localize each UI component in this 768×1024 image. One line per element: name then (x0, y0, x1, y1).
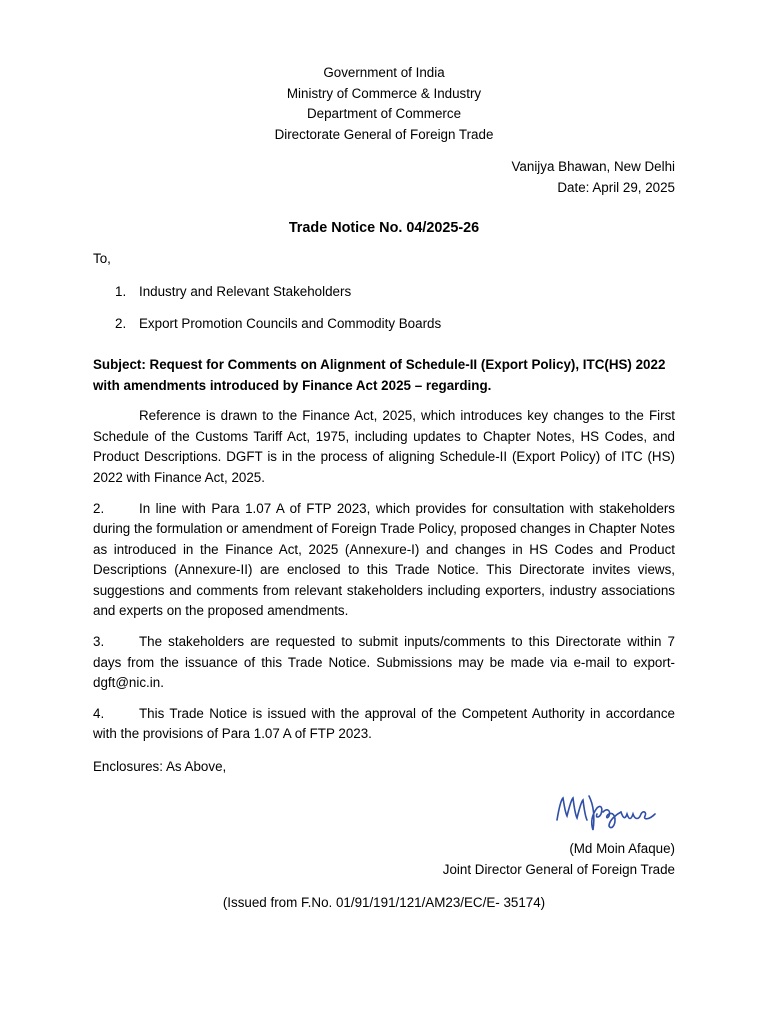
letterhead (93, 63, 675, 145)
paragraph-number: 2. (93, 500, 105, 516)
paragraph-text: The stakeholders are requested to submit inputs/comments to this Directorate within 7 days from the issuance of this Trade Notice. Submissions may be made via e-mail to export-dgft@nic.in. (93, 634, 675, 691)
addressee-text: Industry and Relevant Stakeholders (139, 283, 352, 299)
letterhead-directorate: Directorate General of Foreign Trade (274, 126, 494, 142)
notice-title: Trade Notice No. 04/2025-26 (288, 219, 480, 236)
handwritten-signature (553, 790, 665, 834)
signatory-block (443, 839, 675, 880)
subject-line: Subject: Request for Comments on Alignment of Schedule-II (Export Policy), ITC(HS) 2022 with amendments introduced by Finance Act 2025 – regarding. (93, 356, 666, 393)
issued-from-reference: (Issued from F.No. 01/91/191/121/AM23/EC/E- 35174) (222, 895, 546, 910)
signatory-name: (Md Moin Afaque) (569, 841, 675, 856)
paragraph-text: This Trade Notice is issued with the approval of the Competent Authority in accordance with the provisions of Para 1.07 A of FTP 2023. (93, 705, 675, 742)
paragraph-number: 3. (93, 634, 105, 650)
paragraph-1: Reference is drawn to the Finance Act, 2025, which introduces key changes to the First Schedule of the Customs Tariff Act, 1975, including updates to Chapter Notes, HS Codes, and Product Descriptions. DGFT is in the process of aligning Schedule-II (Export Policy) of ITC (HS) 2022 with Finance Act, 2025. (93, 408, 675, 485)
addressee-item (93, 314, 675, 335)
signatory-designation: Joint Director General of Foreign Trade (442, 861, 675, 877)
addressee-text: Export Promotion Councils and Commodity Boards (139, 316, 442, 332)
letterhead-government: Government of India (323, 65, 445, 80)
trade-notice-document (93, 63, 675, 910)
addressee-item (93, 282, 675, 303)
addressee-number: 1. (115, 283, 127, 299)
notice-date: Date: April 29, 2025 (557, 179, 675, 195)
to-label: To, (93, 251, 111, 267)
paragraph-4 (93, 704, 675, 745)
paragraph-2 (93, 499, 675, 623)
paragraph-number: 4. (93, 705, 105, 721)
place-location: Vanijya Bhawan, New Delhi (511, 159, 675, 175)
paragraph-3 (93, 632, 675, 694)
letterhead-department: Department of Commerce (306, 106, 462, 122)
letterhead-ministry: Ministry of Commerce & Industry (286, 85, 482, 101)
place-and-date (93, 157, 675, 198)
addressee-number: 2. (115, 316, 127, 332)
addressee-list (93, 282, 675, 335)
enclosures-note: Enclosures: As Above, (93, 759, 227, 775)
paragraph-text: In line with Para 1.07 A of FTP 2023, which provides for consultation with stakeholders during the formulation or amendment of Foreign Trade Policy, proposed changes in Chapter Notes as introduced in the Finance Act, 2025 (Annexure-I) and changes in HS Codes and Product Descriptions (Annexure-II) are enclosed to this Trade Notice. This Directorate invites views, suggestions and comments from relevant stakeholders including exporters, industry associations and experts on the proposed amendments. (93, 500, 675, 619)
